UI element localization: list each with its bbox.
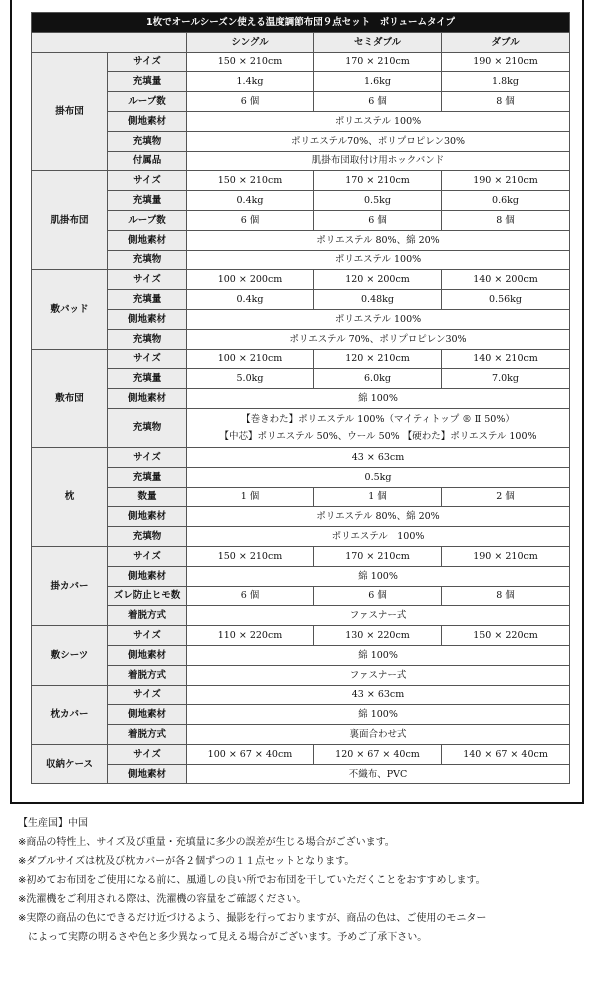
- value-line: 【中芯】ポリエステル 50%、ウール 50% 【硬わた】ポリエステル 100%: [219, 430, 537, 442]
- attribute-cell: サイズ: [108, 171, 187, 191]
- attribute-cell: 数量: [108, 487, 187, 507]
- category-cell: 掛カバー: [32, 546, 108, 625]
- value-cell-merged: ポリエステル 100%: [187, 111, 570, 131]
- table-row: [32, 744, 570, 764]
- attribute-cell: 充填物: [108, 329, 187, 349]
- table-row: [32, 92, 570, 112]
- value-cell: 0.4kg: [187, 191, 314, 211]
- table-row: [32, 309, 570, 329]
- value-cell: 140 × 200cm: [442, 270, 570, 290]
- table-row: [32, 329, 570, 349]
- value-cell: 100 × 67 × 40cm: [187, 744, 314, 764]
- value-cell: 8 個: [442, 92, 570, 112]
- table-row: [32, 566, 570, 586]
- value-line: 【巻きわた】ポリエステル 100%（マイティトップ ® Ⅱ 50%）: [241, 413, 515, 425]
- attribute-cell: 充填量: [108, 72, 187, 92]
- table-row: [32, 586, 570, 606]
- value-cell: 100 × 210cm: [187, 349, 314, 369]
- value-cell: 130 × 220cm: [314, 626, 442, 646]
- table-row: [32, 72, 570, 92]
- note-washing: ※洗濯機をご利用される際は、洗濯機の容量をご確認ください。: [18, 894, 307, 905]
- attribute-cell: ズレ防止ヒモ数: [108, 586, 187, 606]
- value-cell: 150 × 210cm: [187, 171, 314, 191]
- value-cell: 170 × 210cm: [314, 546, 442, 566]
- value-cell: 100 × 200cm: [187, 270, 314, 290]
- value-cell: 2 個: [442, 487, 570, 507]
- value-cell-merged: 43 × 63cm: [187, 447, 570, 467]
- table-row: [32, 151, 570, 171]
- value-cell: 150 × 210cm: [187, 546, 314, 566]
- value-cell-merged: ポリエステル 80%、綿 20%: [187, 507, 570, 527]
- value-cell: 140 × 67 × 40cm: [442, 744, 570, 764]
- value-cell-merged: ファスナー式: [187, 665, 570, 685]
- table-row: [32, 369, 570, 389]
- value-cell-merged: 綿 100%: [187, 705, 570, 725]
- value-cell: 190 × 210cm: [442, 171, 570, 191]
- attribute-cell: 側地素材: [108, 764, 187, 784]
- attribute-cell: 側地素材: [108, 111, 187, 131]
- attribute-cell: 側地素材: [108, 309, 187, 329]
- table-row: [32, 546, 570, 566]
- value-cell-merged: ポリエステル 70%、ポリプロピレン30%: [187, 329, 570, 349]
- attribute-cell: サイズ: [108, 349, 187, 369]
- value-cell: 8 個: [442, 210, 570, 230]
- table-row: [32, 665, 570, 685]
- table-row: [32, 705, 570, 725]
- table-title: 1枚でオールシーズン使える温度調節布団９点セット ボリュームタイプ: [32, 13, 570, 33]
- header-blank: [32, 32, 187, 52]
- attribute-cell: 充填量: [108, 191, 187, 211]
- col-header-single: シングル: [187, 32, 314, 52]
- table-row: [32, 131, 570, 151]
- attribute-cell: サイズ: [108, 52, 187, 72]
- value-cell: 140 × 210cm: [442, 349, 570, 369]
- attribute-cell: 側地素材: [108, 389, 187, 409]
- table-row: [32, 725, 570, 745]
- attribute-cell: ループ数: [108, 92, 187, 112]
- attribute-cell: 着脱方式: [108, 725, 187, 745]
- attribute-cell: サイズ: [108, 270, 187, 290]
- value-cell: 120 × 200cm: [314, 270, 442, 290]
- value-cell: 1.8kg: [442, 72, 570, 92]
- attribute-cell: 付属品: [108, 151, 187, 171]
- value-cell: 0.5kg: [314, 191, 442, 211]
- category-cell: 枕: [32, 447, 108, 546]
- value-cell: 7.0kg: [442, 369, 570, 389]
- value-cell: 6 個: [314, 92, 442, 112]
- table-row: [32, 626, 570, 646]
- value-cell-merged: ポリエステル 80%、綿 20%: [187, 230, 570, 250]
- attribute-cell: サイズ: [108, 546, 187, 566]
- table-row: [32, 408, 570, 447]
- category-cell: 敷布団: [32, 349, 108, 447]
- table-row: [32, 447, 570, 467]
- value-cell: 6 個: [187, 586, 314, 606]
- value-cell: 6 個: [314, 210, 442, 230]
- value-cell: 6 個: [314, 586, 442, 606]
- table-row: [32, 191, 570, 211]
- attribute-cell: サイズ: [108, 685, 187, 705]
- value-cell: 0.6kg: [442, 191, 570, 211]
- value-cell: 0.56kg: [442, 290, 570, 310]
- table-row: [32, 171, 570, 191]
- attribute-cell: サイズ: [108, 744, 187, 764]
- attribute-cell: 側地素材: [108, 507, 187, 527]
- value-cell: 5.0kg: [187, 369, 314, 389]
- value-cell-merged: 肌掛布団取付け用ホックバンド: [187, 151, 570, 171]
- table-row: [32, 507, 570, 527]
- category-cell: 肌掛布団: [32, 171, 108, 270]
- table-row: [32, 389, 570, 409]
- value-cell-merged: 綿 100%: [187, 389, 570, 409]
- value-cell-merged: 43 × 63cm: [187, 685, 570, 705]
- value-cell: 110 × 220cm: [187, 626, 314, 646]
- category-cell: 敷シーツ: [32, 626, 108, 685]
- table-row: [32, 606, 570, 626]
- col-header-semi-double: セミダブル: [314, 32, 442, 52]
- value-cell-merged: ポリエステル70%、ポリプロピレン30%: [187, 131, 570, 151]
- table-row: [32, 290, 570, 310]
- value-cell-merged: ポリエステル 100%: [187, 309, 570, 329]
- category-cell: 掛布団: [32, 52, 108, 171]
- note-color-cont: によって実際の明るさや色と多少異なって見える場合がございます。予めご了承下さい。: [28, 932, 428, 943]
- category-cell: 枕カバー: [32, 685, 108, 744]
- table-row: [32, 210, 570, 230]
- note-double-set: ※ダブルサイズは枕及び枕カバーが各２個ずつの１１点セットとなります。: [18, 856, 355, 867]
- value-cell-merged: 綿 100%: [187, 645, 570, 665]
- value-cell-merged: 不織布、PVC: [187, 764, 570, 784]
- notes: [18, 814, 598, 947]
- note-origin: 【生産国】中国: [18, 818, 88, 829]
- attribute-cell: 側地素材: [108, 705, 187, 725]
- col-header-double: ダブル: [442, 32, 570, 52]
- note-tolerance: ※商品の特性上、サイズ及び重量・充填量に多少の誤差が生じる場合がございます。: [18, 837, 395, 848]
- value-cell-merged: ポリエステル 100%: [187, 250, 570, 270]
- attribute-cell: 充填量: [108, 467, 187, 487]
- attribute-cell: 側地素材: [108, 645, 187, 665]
- value-cell-merged: ポリエステル 100%: [187, 527, 570, 547]
- value-cell: 170 × 210cm: [314, 171, 442, 191]
- attribute-cell: サイズ: [108, 447, 187, 467]
- value-cell: 150 × 220cm: [442, 626, 570, 646]
- table-row: [32, 527, 570, 547]
- value-cell: 1.6kg: [314, 72, 442, 92]
- spec-table: [31, 12, 570, 784]
- category-cell: 収納ケース: [32, 744, 108, 784]
- category-cell: 敷パッド: [32, 270, 108, 349]
- table-row: [32, 645, 570, 665]
- table-row: [32, 467, 570, 487]
- value-cell: 170 × 210cm: [314, 52, 442, 72]
- value-cell: 8 個: [442, 586, 570, 606]
- table-row: [32, 764, 570, 784]
- value-cell-merged: [187, 408, 570, 447]
- table-row: [32, 230, 570, 250]
- value-cell: 0.48kg: [314, 290, 442, 310]
- value-cell: 190 × 210cm: [442, 52, 570, 72]
- value-cell: 1 個: [187, 487, 314, 507]
- attribute-cell: 着脱方式: [108, 665, 187, 685]
- value-cell-merged: 裏面合わせ式: [187, 725, 570, 745]
- table-row: [32, 270, 570, 290]
- table-row: [32, 111, 570, 131]
- value-cell-merged: 綿 100%: [187, 566, 570, 586]
- value-cell: 6.0kg: [314, 369, 442, 389]
- value-cell: 1 個: [314, 487, 442, 507]
- attribute-cell: 着脱方式: [108, 606, 187, 626]
- value-cell-merged: 0.5kg: [187, 467, 570, 487]
- attribute-cell: 充填物: [108, 131, 187, 151]
- attribute-cell: 充填量: [108, 369, 187, 389]
- table-row: [32, 52, 570, 72]
- value-cell: 0.4kg: [187, 290, 314, 310]
- attribute-cell: 充填物: [108, 250, 187, 270]
- table-row: [32, 250, 570, 270]
- attribute-cell: 側地素材: [108, 230, 187, 250]
- table-row: [32, 487, 570, 507]
- attribute-cell: ループ数: [108, 210, 187, 230]
- attribute-cell: 充填物: [108, 527, 187, 547]
- table-row: [32, 685, 570, 705]
- value-cell-merged: ファスナー式: [187, 606, 570, 626]
- attribute-cell: 充填量: [108, 290, 187, 310]
- value-cell: 120 × 210cm: [314, 349, 442, 369]
- value-cell: 150 × 210cm: [187, 52, 314, 72]
- note-color: ※実際の商品の色にできるだけ近づけるよう、撮影を行っておりますが、商品の色は、ご使用のモニター: [18, 913, 487, 924]
- value-cell: 190 × 210cm: [442, 546, 570, 566]
- value-cell: 1.4kg: [187, 72, 314, 92]
- note-airing: ※初めてお布団をご使用になる前に、風通しの良い所でお布団を干していただくことをおすすめします。: [18, 875, 486, 886]
- table-row: [32, 349, 570, 369]
- attribute-cell: 充填物: [108, 408, 187, 447]
- value-cell: 6 個: [187, 210, 314, 230]
- value-cell: 120 × 67 × 40cm: [314, 744, 442, 764]
- attribute-cell: サイズ: [108, 626, 187, 646]
- attribute-cell: 側地素材: [108, 566, 187, 586]
- value-cell: 6 個: [187, 92, 314, 112]
